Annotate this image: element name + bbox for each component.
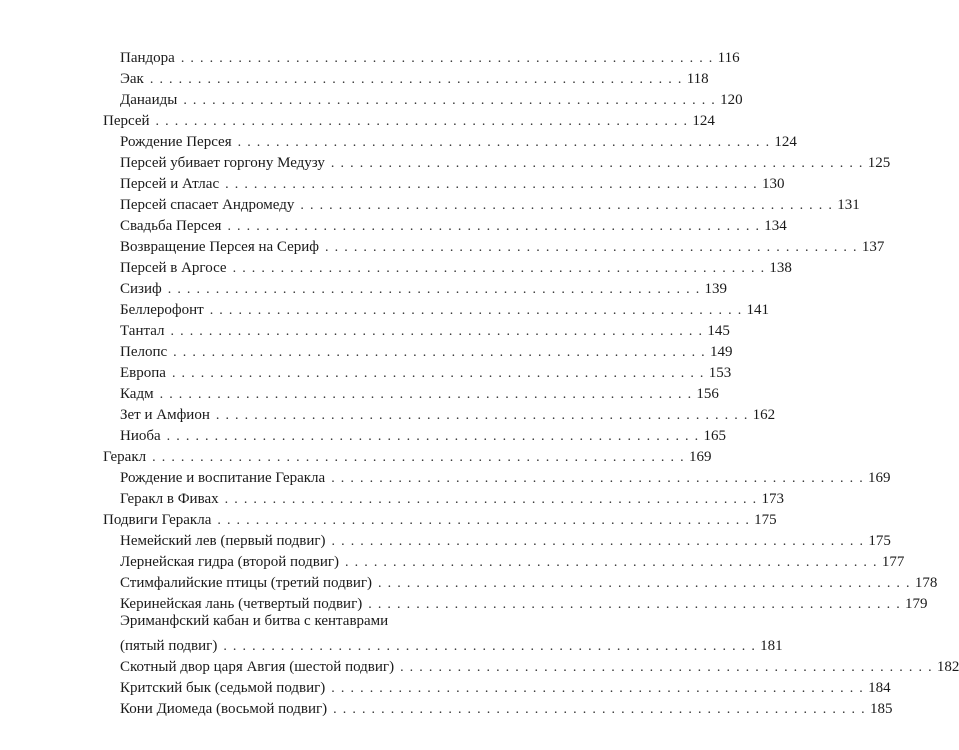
toc-entry-page: 124 [692,113,715,129]
toc-entry-title: Зет и Амфион [120,407,210,423]
toc-entry-cretan-bull [120,676,891,697]
toc-entry-title: (пятый подвиг) [120,638,218,654]
dot-leader: . . . . . . . . . . . . . . . . . . . . . . . . . . . . . . . . . . . . . . . . . . . . . . . . . . . . . . . . [325,240,858,255]
toc-entry-page: 141 [746,302,770,318]
toc-entry-title: Кадм [120,386,154,402]
toc-entry-page: 116 [717,50,740,66]
toc-entry-page: 131 [837,197,860,213]
toc-entry-page: 169 [868,470,891,486]
toc-entry-title: Немейский лев (первый подвиг) [120,533,326,549]
toc-entry-title: Геракл в Фивах [120,491,219,507]
toc-entry-zethus-and-amphion [120,403,776,424]
toc-entry-title: Ниоба [120,428,161,444]
dot-leader: . . . . . . . . . . . . . . . . . . . . . . . . . . . . . . . . . . . . . . . . . . . . . . . . . . . . . . . . [183,93,717,108]
toc-entry-page: 184 [868,680,891,696]
toc-entry-niobe [120,424,726,445]
dot-leader: . . . . . . . . . . . . . . . . . . . . . . . . . . . . . . . . . . . . . . . . . . . . . . . . . . . . . . . . [155,114,689,129]
toc-entry-title: Керинейская лань (четвертый подвиг) [120,596,363,612]
dot-leader: . . . . . . . . . . . . . . . . . . . . . . . . . . . . . . . . . . . . . . . . . . . . . . . . . . . . . . . . [333,702,866,717]
toc-entry-tantalus [120,319,730,340]
dot-leader: . . . . . . . . . . . . . . . . . . . . . . . . . . . . . . . . . . . . . . . . . . . . . . . . . . . . . . . . [217,513,751,528]
toc-entry-page: 156 [696,386,719,402]
toc-entry-title: Эак [120,71,144,87]
toc-entry-heracles-in-thebes [120,487,784,508]
toc-entry-page: 118 [686,71,709,87]
dot-leader: . . . . . . . . . . . . . . . . . . . . . . . . . . . . . . . . . . . . . . . . . . . . . . . . . . . . . . . . [224,492,758,507]
dot-leader: . . . . . . . . . . . . . . . . . . . . . . . . . . . . . . . . . . . . . . . . . . . . . . . . . . . . . . . . [330,156,864,171]
toc-entry-page: 178 [914,575,938,591]
dot-leader: . . . . . . . . . . . . . . . . . . . . . . . . . . . . . . . . . . . . . . . . . . . . . . . . . . . . . . . . [400,660,933,675]
toc-entry-nemean-lion [120,529,891,550]
dot-leader: . . . . . . . . . . . . . . . . . . . . . . . . . . . . . . . . . . . . . . . . . . . . . . . . . . . . . . . . [170,324,704,339]
dot-leader: . . . . . . . . . . . . . . . . . . . . . . . . . . . . . . . . . . . . . . . . . . . . . . . . . . . . . . . . [180,51,714,66]
toc-entry-page: 137 [861,239,885,255]
dot-leader: . . . . . . . . . . . . . . . . . . . . . . . . . . . . . . . . . . . . . . . . . . . . . . . . . . . . . . . . [331,471,865,486]
toc-entry-title: Пандора [120,50,175,66]
toc-entry-page: 139 [704,281,728,297]
toc-entry-page: 173 [761,491,784,507]
toc-entry-labours-of-heracles [103,508,777,529]
toc-entry-sisyphus [120,277,728,298]
toc-entry-title: Кони Диомеда (восьмой подвиг) [120,701,328,717]
toc-entry-bellerophon [120,298,770,319]
toc-entry-stymphalian-birds [120,571,938,592]
toc-entry-title: Сизиф [120,281,162,297]
dot-leader: . . . . . . . . . . . . . . . . . . . . . . . . . . . . . . . . . . . . . . . . . . . . . . . . . . . . . . . . [331,681,865,696]
dot-leader: . . . . . . . . . . . . . . . . . . . . . . . . . . . . . . . . . . . . . . . . . . . . . . . . . . . . . . . . [149,72,683,87]
toc-entry-title: Возвращение Персея на Сериф [120,239,320,255]
toc-entry-europa [120,361,732,382]
dot-leader: . . . . . . . . . . . . . . . . . . . . . . . . . . . . . . . . . . . . . . . . . . . . . . . . . . . . . . . . [331,534,865,549]
toc-entry-heracles [103,445,712,466]
toc-entry-pandora [120,46,740,67]
toc-entry-eak [120,67,709,88]
toc-entry-mares-of-diomedes [120,697,893,718]
toc-entry-lernaean-hydra [120,550,905,571]
toc-entry-page: 149 [709,344,733,360]
dot-leader: . . . . . . . . . . . . . . . . . . . . . . . . . . . . . . . . . . . . . . . . . . . . . . . . . . . . . . . . [223,639,757,654]
toc-entry-title: Скотный двор царя Авгия (шестой подвиг) [120,659,395,675]
dot-leader: . . . . . . . . . . . . . . . . . . . . . . . . . . . . . . . . . . . . . . . . . . . . . . . . . . . . . . . . [225,177,758,192]
toc-entry-page: 153 [708,365,732,381]
toc-entry-cadmus [120,382,719,403]
toc-entry-title: Критский бык (седьмой подвиг) [120,680,326,696]
toc-entry-return-to-seriphos [120,235,885,256]
toc-entry-title: Рождение и воспитание Геракла [120,470,326,486]
dot-leader: . . . . . . . . . . . . . . . . . . . . . . . . . . . . . . . . . . . . . . . . . . . . . . . . . . . . . . . . [173,345,706,360]
dot-leader: . . . . . . . . . . . . . . . . . . . . . . . . . . . . . . . . . . . . . . . . . . . . . . . . . . . . . . . . [378,576,911,591]
toc-entry-title: Геракл [103,449,147,465]
toc-entry-page: 169 [688,449,712,465]
toc-entry-page: 181 [760,638,783,654]
dot-leader: . . . . . . . . . . . . . . . . . . . . . . . . . . . . . . . . . . . . . . . . . . . . . . . . . . . . . . . . [300,198,834,213]
toc-entry-page: 124 [774,134,797,150]
toc-entry-augean-stables [120,655,959,676]
toc-entry-title: Европа [120,365,166,381]
toc-entry-erymanthian-boar [120,634,783,655]
toc-entry-page: 165 [703,428,726,444]
toc-entry-page: 134 [764,218,787,234]
toc-entry-birth-of-heracles [120,466,891,487]
toc-entry-title: Пелопс [120,344,168,360]
toc-entry-erymanthian-boar-first-line: Эриманфский кабан и битва с кентаврами [120,613,389,629]
toc-entry-wedding-of-perseus [120,214,787,235]
toc-entry-pelops [120,340,733,361]
toc-entry-page: 185 [869,701,893,717]
dot-leader: . . . . . . . . . . . . . . . . . . . . . . . . . . . . . . . . . . . . . . . . . . . . . . . . . . . . . . . . [209,303,743,318]
dot-leader: . . . . . . . . . . . . . . . . . . . . . . . . . . . . . . . . . . . . . . . . . . . . . . . . . . . . . . . . [237,135,771,150]
toc-entry-page: 125 [867,155,891,171]
dot-leader: . . . . . . . . . . . . . . . . . . . . . . . . . . . . . . . . . . . . . . . . . . . . . . . . . . . . . . . . [232,261,766,276]
toc-entry-title: Данаиды [120,92,178,108]
dot-leader: . . . . . . . . . . . . . . . . . . . . . . . . . . . . . . . . . . . . . . . . . . . . . . . . . . . . . . . . [152,450,685,465]
toc-entry-perseus-and-atlas [120,172,785,193]
toc-entry-perseus [103,109,715,130]
toc-entry-page: 179 [905,596,928,612]
toc-entry-title: Подвиги Геракла [103,512,212,528]
toc-entry-birth-of-perseus [120,130,797,151]
toc-entry-page: 130 [761,176,785,192]
toc-entry-page: 177 [881,554,905,570]
toc-entry-perseus-in-argos [120,256,792,277]
toc-entry-page: 175 [754,512,777,528]
toc-entry-page: 175 [868,533,891,549]
toc-entry-title: Тантал [120,323,165,339]
toc-entry-page: 138 [769,260,792,276]
toc-entry-danaids [120,88,743,109]
toc-entry-title: Персей спасает Андромеду [120,197,295,213]
toc-entry-page: 182 [936,659,959,675]
toc-entry-page: 120 [720,92,743,108]
toc-entry-title: Рождение Персея [120,134,232,150]
toc-entry-title: Стимфалийские птицы (третий подвиг) [120,575,373,591]
toc-entry-perseus-kills-medusa [120,151,891,172]
dot-leader: . . . . . . . . . . . . . . . . . . . . . . . . . . . . . . . . . . . . . . . . . . . . . . . . . . . . . . . . [345,555,878,570]
toc-entry-page: 162 [752,407,776,423]
dot-leader: . . . . . . . . . . . . . . . . . . . . . . . . . . . . . . . . . . . . . . . . . . . . . . . . . . . . . . . . [215,408,749,423]
dot-leader: . . . . . . . . . . . . . . . . . . . . . . . . . . . . . . . . . . . . . . . . . . . . . . . . . . . . . . . . [227,219,761,234]
toc-entry-title: Персей [103,113,150,129]
toc-entry-title: Лернейская гидра (второй подвиг) [120,554,340,570]
dot-leader: . . . . . . . . . . . . . . . . . . . . . . . . . . . . . . . . . . . . . . . . . . . . . . . . . . . . . . . . [166,429,700,444]
dot-leader: . . . . . . . . . . . . . . . . . . . . . . . . . . . . . . . . . . . . . . . . . . . . . . . . . . . . . . . . [167,282,701,297]
toc-entry-title: Свадьба Персея [120,218,222,234]
toc-entry-title: Беллерофонт [120,302,204,318]
dot-leader: . . . . . . . . . . . . . . . . . . . . . . . . . . . . . . . . . . . . . . . . . . . . . . . . . . . . . . . . [171,366,705,381]
dot-leader: . . . . . . . . . . . . . . . . . . . . . . . . . . . . . . . . . . . . . . . . . . . . . . . . . . . . . . . . [368,597,902,612]
toc-entry-page: 145 [707,323,730,339]
toc-entry-title: Персей и Атлас [120,176,220,192]
toc-entry-title: Персей убивает горгону Медузу [120,155,325,171]
dot-leader: . . . . . . . . . . . . . . . . . . . . . . . . . . . . . . . . . . . . . . . . . . . . . . . . . . . . . . . . [159,387,693,402]
toc-entry-title: Персей в Аргосе [120,260,227,276]
toc-entry-ceryneian-hind [120,592,928,613]
toc-entry-perseus-saves-andromeda [120,193,860,214]
